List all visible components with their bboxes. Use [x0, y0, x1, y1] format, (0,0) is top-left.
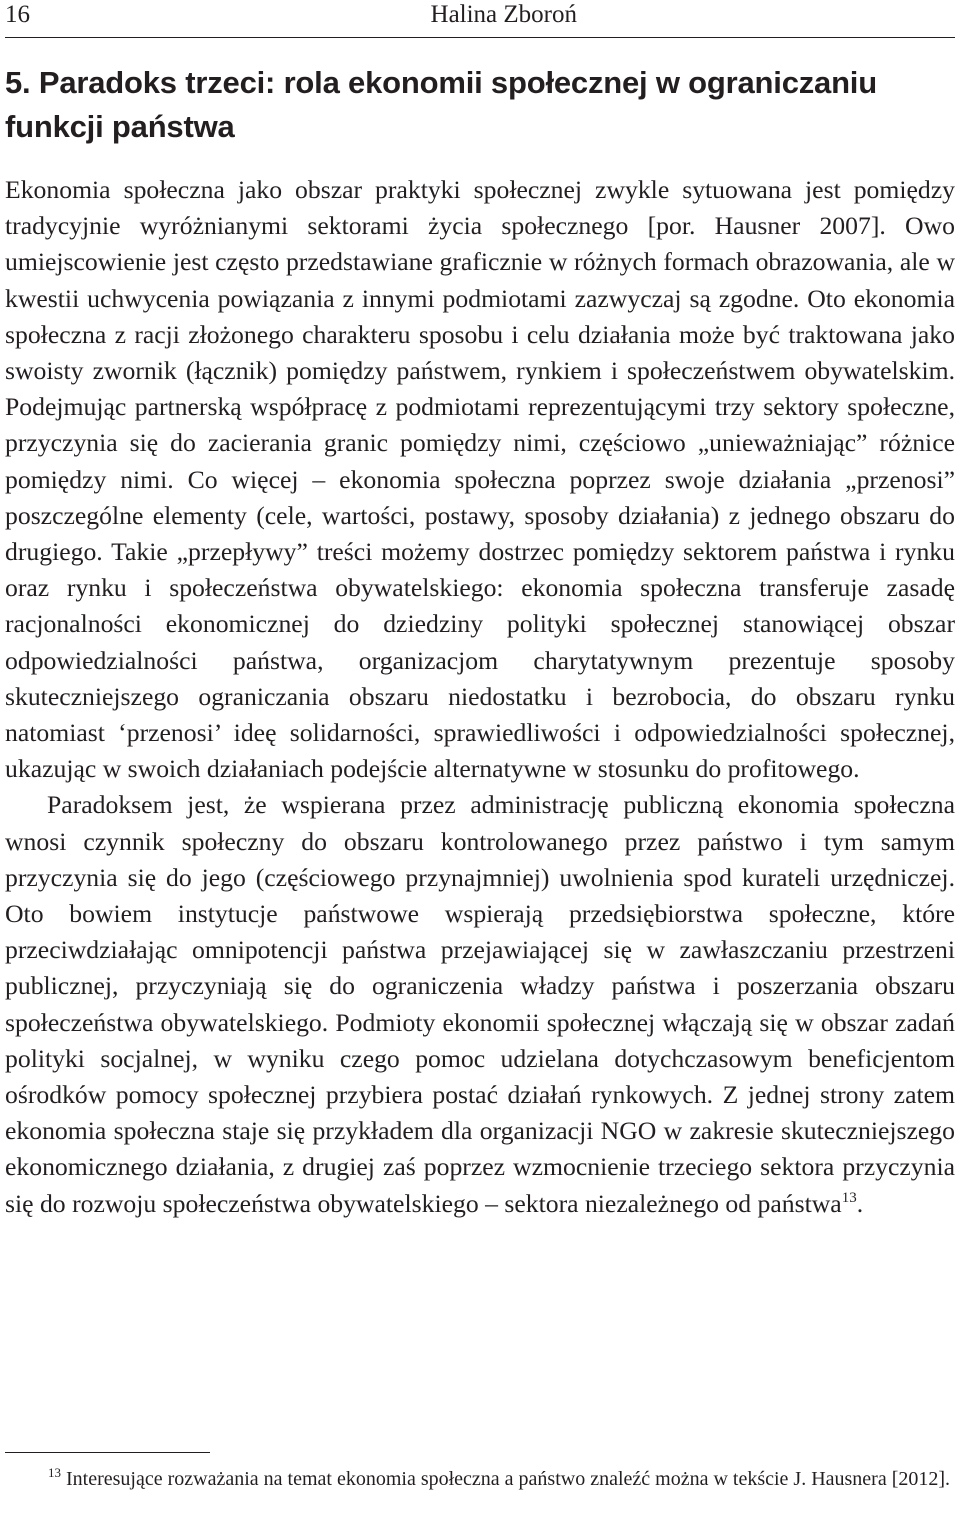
- footnote-text: Interesujące rozważania na temat ekonomia społeczna a państwo znaleźć można w tekście J. Hausnera [2012].: [66, 1468, 951, 1490]
- running-author: Halina Zboroń: [430, 1, 577, 28]
- page-number: 16: [5, 1, 30, 28]
- footnote-reference[interactable]: 13: [841, 1189, 857, 1206]
- book-page: [5, 0, 955, 1523]
- footnote-number: 13: [48, 1465, 61, 1480]
- paragraph-1: Ekonomia społeczna jako obszar praktyki społecznej zwykle sytuowana jest pomiędzy tradycyjnie wyróżnianymi sektorami życia społecznego [por. Hausner 2007]. Owo umiejscowienie jest często przedstawiane graficznie w różnych formach obrazowania, ale w kwestii uchwycenia powiązania z innymi podmiotami zazwyczaj są zgodne. Oto ekonomia społeczna z racji złożonego charakteru sposobu i celu działania może być traktowana jako swoisty zwornik (łącznik) pomiędzy państwem, rynkiem i społeczeństwem obywatelskim. Podejmując partnerską współpracę z podmiotami reprezentującymi trzy sektory społeczne, przyczynia się do zacierania granic pomiędzy nimi, częściowo „unieważniając” różnice pomiędzy nimi. Co więcej – ekonomia społeczna poprzez swoje działania „przenosi” poszczególne elementy (cele, wartości, postawy, sposoby działania) z jednego obszaru do drugiego. Takie „przepływy” treści możemy dostrzec pomiędzy sektorem państwa i rynku oraz rynku i społeczeństwa obywatelskiego: ekonomia społeczna transferuje zasadę racjonalności ekonomicznej do dziedziny polityki społecznej stanowiącej obszar odpowiedzialności państwa, organizacjom charytatywnym prezentuje sposoby skuteczniejszego ograniczania obszaru niedostatku i bezrobocia, do obszaru rynku natomiast ‘przenosi’ ideę solidarności, sprawiedliwości i odpowiedzialności społecznej, ukazując w swoich działaniach podejście alternatywne w stosunku do profitowego.: [5, 175, 955, 784]
- footnote-rule: [5, 1452, 210, 1453]
- paragraph-2-text: Paradoksem jest, że wspierana przez administrację publiczną ekonomia społeczna wnosi czynnik społeczny do obszaru kontrolowanego przez państwo i tym samym przyczynia się do jego (częściowego przynajmniej) uwolnienia spod kurateli urzędniczej. Oto bowiem instytucje państwowe wspierają przedsiębiorstwa społeczne, które przeciwdziałając omnipotencji państwa przejawiającej się w zawłaszczaniu przestrzeni publicznej, przyczyniają się do ograniczenia władzy państwa i poszerzania obszaru społeczeństwa obywatelskiego. Podmioty ekonomii społecznej włączają się w obszar zadań polityki socjalnej, w wyniku czego pomoc udzielana dotychczasowym beneficjentom ośrodków pomocy społecznej przybiera postać działań rynkowych. Z jednej strony zatem ekonomia społeczna staje się przykładem dla organizacji NGO w zakresie skuteczniejszego ekonomicznego działania, z drugiej zaś poprzez wzmocnienie trzeciego sektora przyczynia się do rozwoju społeczeństwa obywatelskiego – sektora niezależnego od państwa: [5, 790, 955, 1218]
- section-heading: 5. Paradoks trzeci: rola ekonomii społecznej w ograniczaniu funkcji państwa: [5, 65, 877, 144]
- paragraph-2-end: .: [856, 1188, 864, 1218]
- running-head: [5, 0, 955, 30]
- paragraph-2: [5, 787, 955, 1221]
- footnote: [5, 1465, 955, 1494]
- body-text: [5, 172, 955, 1222]
- header-rule: [5, 37, 955, 38]
